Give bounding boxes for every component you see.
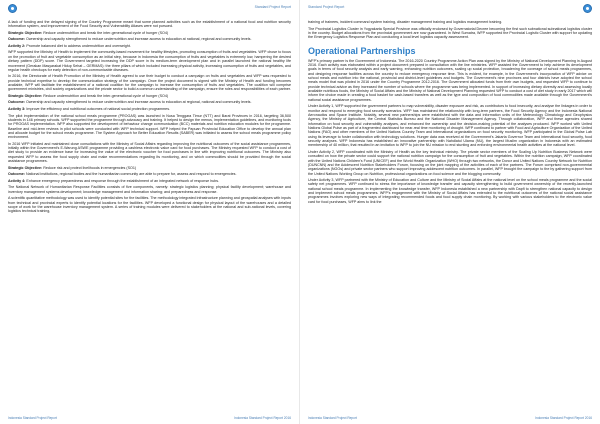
paragraph: In 2016, the Directorate of Health Promotion of the Ministry of Health agreed to use their budget to conduct a campaign on fruits and vegetables and WFP was requested to provide technical expertise to develop the communication strategy of the campaign. Once the project document is signed with the Ministry of Health and funding becomes available, WFP will facilitate the establishment of a national coalition for the campaign to increase the consumption of fruits and vegetables. The coalition will comprise government ministries, civil society organizations and the private sector to build a common understanding of the campaign, ensure the roles and responsibilities of each partner. xyxy=(8,74,291,92)
paragraph: A scientific quantitative methodology was used to identify potential sites for the facilities. The methodology integrated infrastructure planning and geospatial analyses with inputs from technical and provincial experts to identify potential locations for the facilities. WFP developed a functional design for physical layout of the warehouses and a detailed scope of work for the warehouse inventory management system. A series of training modules were delivered to stakeholders at the national and sub-national levels, covering logistics technical training, xyxy=(8,196,291,214)
label: Activity 2: xyxy=(8,43,26,48)
value: Reduce risk and protect livelihoods in emergencies (SO1) xyxy=(43,165,137,170)
value: Reduce undernutrition and break the inter-generational cycle of hunger (SO4) xyxy=(43,93,169,98)
value: Ownership and capacity strengthened to reduce undernutrition and increase access to education at national, regional and community levels. xyxy=(26,37,252,42)
section-title: Operational Partnerships xyxy=(308,45,416,56)
value: Promote balanced diet to address undernutrition and overweight. xyxy=(26,43,131,48)
strategic-objective xyxy=(8,94,291,98)
label: Strategic Objective: xyxy=(8,93,43,98)
footer-left: Indonesia Standard Project Report xyxy=(8,416,57,420)
paragraph: A lack of funding and the delayed signing of the Country Programme meant that some planned activities such as the establishment of a national food and nutrition security information system, and improvement of the Food Security and Vulnerability Atlases were not pursued. xyxy=(8,20,291,29)
paragraph: WFP supported the Ministry of Health to implement the community-based movement for healthy lifestyles, promoting consumption of fruits and vegetables. WFP chose to focus on the promotion of fruit and vegetable consumption as an initial step, because in Indonesia the consumption of fruits and vegetables is extremely low, hampering the desired dietary pattern (DDP) score. The Government targeted increasing the DDP score in its medium-term development plan and in parallel launched the national healthy life movement (Gerakan Masyarakat Hidup Sehat – GERMAS): the three pillars of which included increasing physical activity, increasing consumption of fruits and vegetables, and regular health checkups for early detection of non-communicable diseases. xyxy=(8,50,291,72)
paragraph: Under Activity 3, WFP partnered with the Ministry of Education and Culture and the Ministry of Social Affairs at the national level on the school meals programme and the social safety net programmes. WFP continued to stress the importance of knowledge transfer and capacity strengthening to build government ownership of the recently-launched national school meals programme. In implementing the knowledge transfer, WFP Indonesia established a new partnership with Dapfi to strengthen national capacity to design and implement school meals programmes. WFP's engagement with the Ministry of Social Affairs has extended to the nutritional outcomes of the national social assistance programmes involves exploring new ways of integrating recommended foods and food supply chain monitoring. By working with various stakeholders to the electronic value card for food purchases, WFP aims to link the xyxy=(308,178,592,204)
running-head: Standard Project Report xyxy=(254,5,291,9)
outcome xyxy=(8,100,291,104)
paragraph: The pilot implementation of the national school meals programme (PROGAS) was launched in Nusa Tenggara Timur (NTT) and Barat Provinces in 2016, targeting 36,500 students in 146 primary schools. WFP supported the programme through advocacy and training. It helped to design the menus, implementation guidelines, and monitoring tools for PROGAS implementation. WFP also supported the development of behaviour change communication (BCC) materials and nutrition education modules for the programme. Baseline and mid-term reviews in pilot schools were conducted with WFP technical support. WFP helped the Papuan Provincial Education Office to develop the annual plan and allocate budget for the school meals programme. The System Approach for Better Education Results (SABER) was initiated to assess the school meals programme policy environment. xyxy=(8,113,291,140)
footer-right: Indonesia Standard Project Report 2016 xyxy=(535,416,592,420)
value: Ownership and capacity strengthened to reduce undernutrition and increase access to education at regional, national and community levels. xyxy=(26,100,252,105)
label: Activity 4: xyxy=(8,178,26,183)
paragraph: Under Activity 2, WFP coordinated with the Ministry of Health as the key technical ministry. The private sector members of the Scaling Up Nutrition Business Network were consulted on how the private sector could support the national nutrition campaign for the consumption of fruit and vegetables. Within the nutrition campaign, WFP coordinated with the United Nations Children's Fund (UNICEF) and the World Health Organization (WHO) through two networks, the Donor and United Nations Country Network for Nutrition (DUNCNN) and the Adolescent Nutrition Stakeholders Forum, focusing on the joint mapping of the activities of each of the partners. The Forum comprised non-governmental organizations (NGOs) and private sector partners who support improving adolescent nutrition outcomes. In parallel, WFP brought the campaign to the by gathering support from the United Nations Working Group on Nutrition, professional organizations on food science and the blogging community. xyxy=(308,149,592,176)
label: Outcome: xyxy=(8,172,25,177)
label: Strategic Objective: xyxy=(8,30,43,35)
label: Strategic Objective: xyxy=(8,165,43,170)
value: Reduce undernutrition and break the inter-generational cycle of hunger (SO4) xyxy=(43,30,169,35)
page-footer xyxy=(308,416,592,420)
activity xyxy=(8,179,291,183)
paragraph: WFP's primary partner is the Government of Indonesia. The 2016-2020 Country Programme Action Plan was signed by the Ministry of National Development Planning in August 2016. Each activity was elaborated within a project document prepared in consultation with the line ministries. WFP assisted the Government to help achieve its development goals in terms of food security analysis and early warning, enhancing nutrition outcomes, scaling up social protection, broadening the coverage of school meals programmes, and designing response facilities across the country to reduce emergency response time. This is evident, for example, in the Government's incorporation of WFP advice on school meals and nutrition into the national, provincial and district-level guidelines and budgets. The Government's nine provinces and four districts have adopted the school meals model that was piloted in 2016 under the Country Programme 2012-2016. The Government allocated funds from their own budgets, and requested WFP to continue to provide technical advice as they increased the number of schools where the programme was being implemented. In support of increasing dietary diversity and assessing locally available nutritious foods, the Ministry of Social Affairs and the Ministry of National Development Planning requested WFP to conduct a cost of diet study in early 2017 which will inform the choice made in creating a food basket for cash-based transfers as well as the type and composition of food commodities made available through the Government's national social assistance programmes. xyxy=(308,58,592,102)
paragraph: In 2016 WFP initiated and maintained close consultations with the Ministry of Social Affairs regarding improving the nutritional outcomes of the social assistance programmes, initially within the Government's E-Warung ASWE programme providing a cashless electronic value card for food purchases. The Ministry requested WFP to conduct a cost of diet study to provide an evidence base for increasing the value of the electronic voucher for food purchases in line with improving nutritional outcomes. The Ministry also requested WFP to assess the food supply chain and make recommendations regarding its monitoring, and on which commodities should be provided through the social assistance programmes. xyxy=(8,141,291,164)
value: Improve the efficiency and nutritional outcomes of national social protection programmes. xyxy=(26,107,171,111)
outcome xyxy=(8,172,291,176)
wfp-logo-icon xyxy=(8,4,17,13)
footer-left: Indonesia Standard Project Report xyxy=(308,416,357,420)
strategic-objective xyxy=(8,31,291,35)
footer-right: Indonesia Standard Project Report 2016 xyxy=(234,416,291,420)
paragraph: The Provincial Logistics Cluster in Yogyakarta Special Province was officially endorsed by Governatorial Decree becoming the first such subnational subnational logistics cluster in the country. Budget allocations from the provincial government are now guaranteed. In West Sumatra, WFP supported the Provincial Logistic Cluster with support for updating the Emergency Logistics Response Plan and conducting a local level logistics capacity assessment. xyxy=(308,26,592,40)
paragraph: Under Activity 1, WFP supported the government partners to map vulnerability, disaster exposure and risk, as contributors to food insecurity, and analyse the linkages in order to monitor and respond to emerging food security scenarios. WFP has maintained the relationship with long-term partners, the Food Security Agency and the Indonesia National Aeronautics and Space Institute. Notably, several new partnerships were established with the data and information units of the Meteorology Climatology and Geophysics Agency, the Ministry of Agriculture, the Central Statistics Bureau and the National Disaster Management Agency. Through collaboration, WFP and these agencies shared information on food security and vulnerability analyses, and enhanced the ownership and the decision-making potential of the analyses produced. WFP worked with United Nations Global Pulse as part of a fragmented dashboard for near-real time monitoring of drought. WFP continued to partner with Food and Agriculture Organization of the United Nations (FAO) and other members of the United Nations Country Team and international organizations on food security monitoring. WFP participated in the Global Pulse Lab using its leverage to foster collaboration with technology solutions. Hunger data was received at the Government's Jakarta Governor Team and international food security, food security analyses. WFP Indonesia has established an innovative partnership with Nahdlatul Ulama (NU), the largest Muslim organization in Indonesia with an estimated membership of 40 million, that resulted in an invitation to WFP to join the NU mission to end stunting and enforcing environmental health activities at the national level. xyxy=(308,104,592,148)
label: Outcome: xyxy=(8,37,25,42)
paragraph: training of trainees, incident command system training, disaster management training and logistics management training. xyxy=(308,20,503,24)
right-page xyxy=(300,0,600,424)
paragraph: The National Network of Humanitarian Response Facilities consists of five components, namely: strategic logistics planning; physical facility development; warehouse and inventory management systems development; knowledge management and information sharing; and preparedness and response. xyxy=(8,185,291,194)
strategic-objective xyxy=(8,166,291,170)
wfp-logo-icon xyxy=(583,4,592,13)
label: Outcome: xyxy=(8,100,25,105)
activity xyxy=(8,44,291,48)
value: Enhance emergency preparedness and response through the establishment of an integrated network of response hubs. xyxy=(26,178,220,183)
outcome xyxy=(8,37,291,41)
running-head: Standard Project Report xyxy=(308,5,345,9)
page-footer xyxy=(8,416,291,420)
activity xyxy=(8,107,291,111)
value: National institutions, regional bodies and the humanitarian community are able to prepare for, assess and respond to emergencies. xyxy=(26,172,237,177)
label: Activity 3: xyxy=(8,107,26,111)
